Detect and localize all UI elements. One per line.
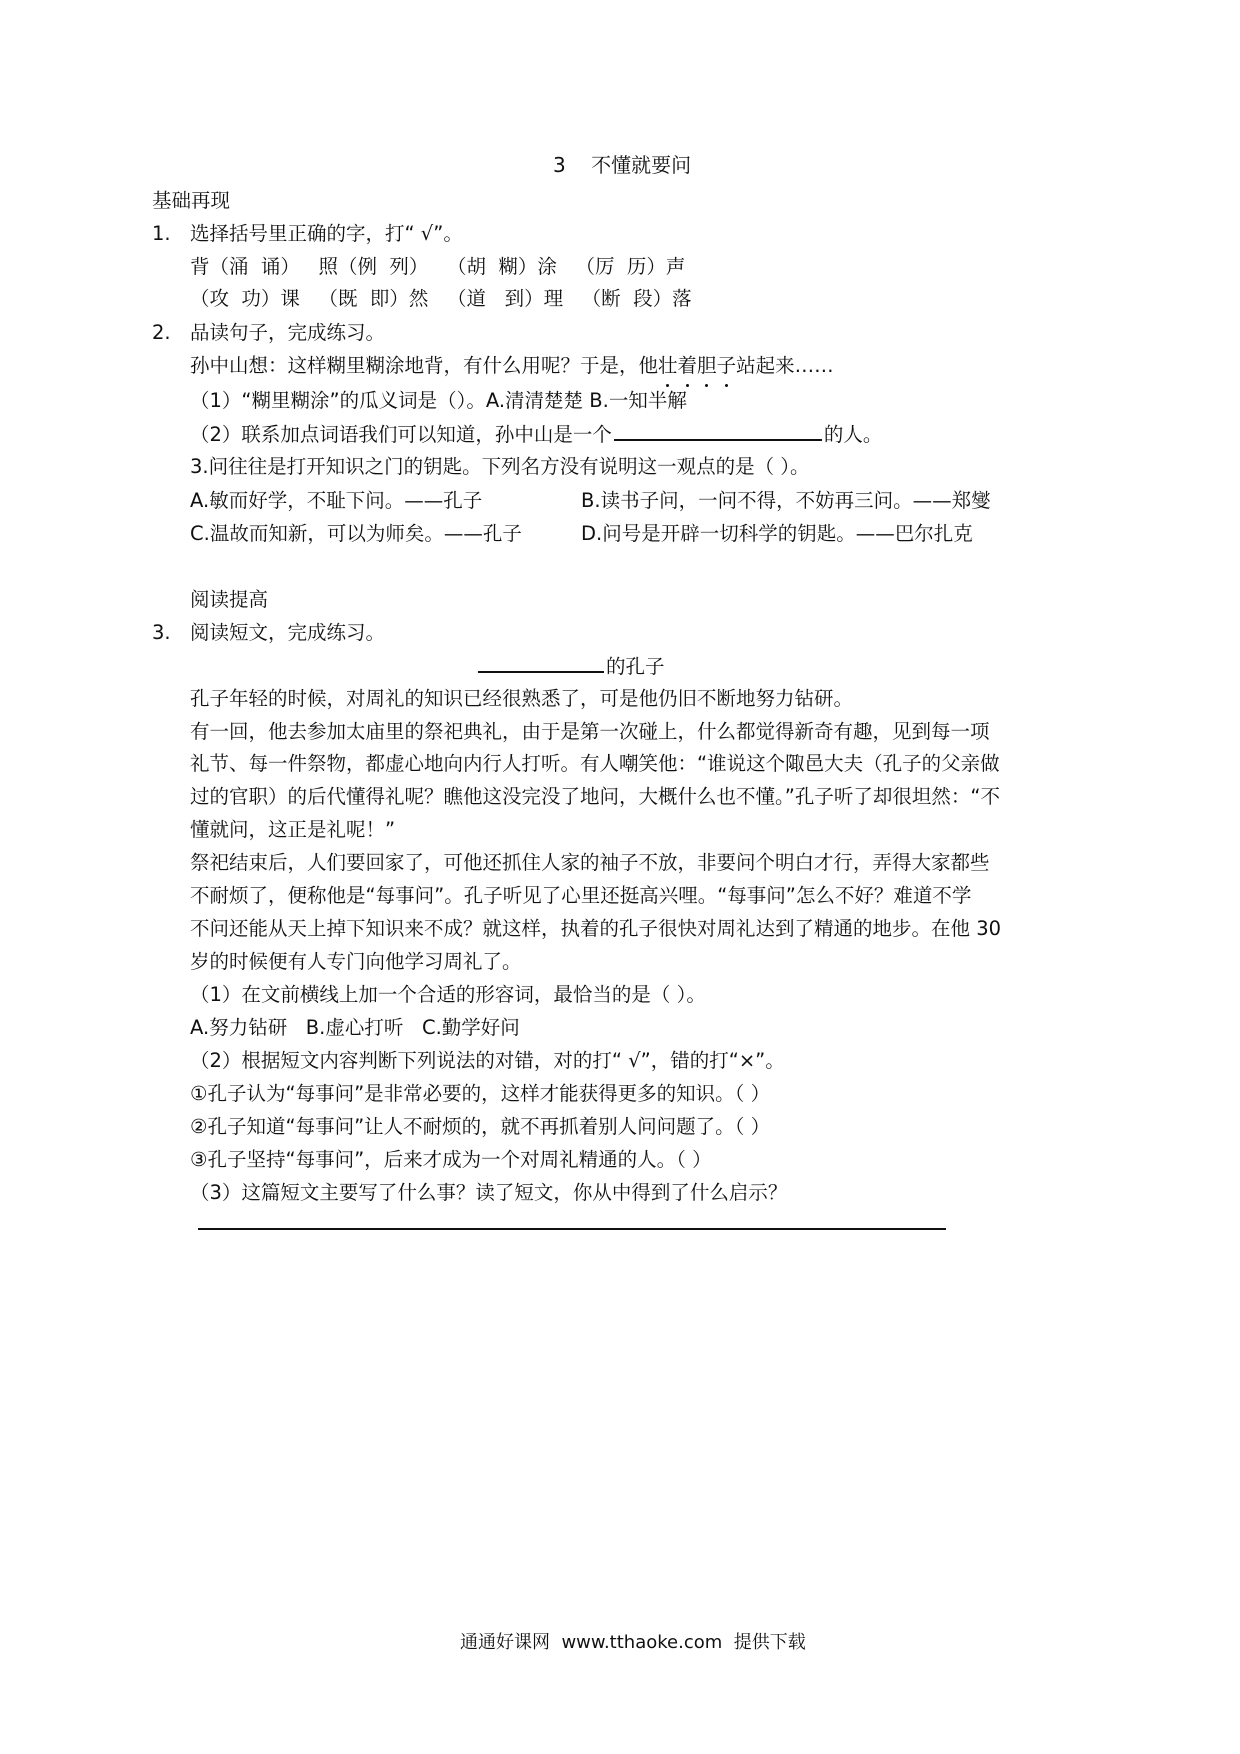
option-d: D.问号是开辟一切科学的钥匙。——巴尔扎克 — [581, 522, 973, 545]
question-1-row-2: （攻 功）课 （既 即）然 （道 到）理 （断 段）落 — [190, 287, 692, 310]
question-2-sub-3: 3.问往往是打开知识之门的钥匙。下列名方没有说明这一观点的是（ ）。 — [190, 455, 810, 478]
statement-2: ②孔子知道“每事问”让人不耐烦的，就不再抓着别人问问题了。（ ） — [190, 1115, 771, 1138]
page-title — [553, 150, 691, 180]
lesson-number: 3 — [553, 153, 566, 177]
statement-3: ③孔子坚持“每事问”，后来才成为一个对周礼精通的人。（ ） — [190, 1148, 712, 1171]
page-footer: 通通好课网 www.tthaoke.com 提供下载 — [460, 1632, 806, 1653]
passage-line: 祭祀结束后，人们要回家了，可他还抓住人家的袖子不放，非要问个明白才行，弄得大家都些 — [190, 851, 990, 874]
option-c: C.温故而知新，可以为师矣。——孔子 — [190, 522, 522, 545]
question-1-row-1: 背（涌 诵） 照（例 列） （胡 糊）涂 （厉 历）声 — [190, 255, 686, 278]
question-3-prompt: 阅读短文，完成练习。 — [190, 621, 386, 644]
question-3-number: 3. — [152, 621, 171, 644]
passage-line: 孔子年轻的时候，对周礼的知识已经很熟悉了，可是他仍旧不断地努力钻研。 — [190, 687, 854, 710]
dotted-char: 子 — [717, 351, 737, 381]
sub2-after: 的人。 — [823, 423, 883, 446]
passage-title-blank[interactable] — [478, 651, 604, 673]
passage-line: 有一回，他去参加太庙里的祭祀典礼，由于是第一次碰上，什么都觉得新奇有趣，见到每一项 — [190, 720, 990, 743]
question-2-prompt: 品读句子，完成练习。 — [190, 321, 386, 344]
question-3-sub-1-options: A.努力钻研 B.虚心打听 C.勤学好问 — [190, 1016, 520, 1039]
passage-line: 礼节、每一件祭物，都虚心地向内行人打听。有人嘲笑他：“谁说这个陬邑大夫（孔子的父亲做 — [190, 752, 1000, 775]
sentence-before: 孙中山想：这样糊里糊涂地背，有什么用呢？于是，他 — [190, 354, 659, 377]
question-2-sub-1: （1）“糊里糊涂”的瓜义词是（）。A.清清楚楚 B.一知半解 — [190, 389, 687, 412]
passage-line: 岁的时候便有人专门向他学习周礼了。 — [190, 950, 522, 973]
sentence-after: 站起来…… — [736, 354, 834, 377]
question-2-sentence — [190, 351, 834, 381]
passage-title — [476, 651, 665, 681]
answer-line[interactable] — [198, 1228, 946, 1230]
fill-blank[interactable] — [614, 419, 822, 441]
passage-line: 不问还能从天上掉下知识来不成？就这样，执着的孔子很快对周礼达到了精通的地步。在他 30 — [190, 917, 1002, 940]
option-b: B.读书子问，一问不得，不妨再三问。——郑燮 — [581, 489, 991, 512]
question-1-number: 1. — [152, 222, 171, 245]
passage-title-suffix: 的孔子 — [606, 655, 665, 678]
passage-line: 不耐烦了，便称他是“每事问”。孔子听见了心里还挺高兴哩。“每事问”怎么不好？难道不学 — [190, 884, 972, 907]
passage-line: 懂就问，这正是礼呢！” — [190, 818, 396, 841]
question-3-sub-1: （1）在文前横线上加一个合适的形容词，最恰当的是（ ）。 — [190, 983, 706, 1006]
dotted-char: 着 — [678, 351, 698, 381]
sub2-before: （2）联系加点词语我们可以知道，孙中山是一个 — [190, 423, 612, 446]
passage-line: 过的官职）的后代懂得礼呢？瞧他这没完没了地问，大概什么也不懂。”孔子听了却很坦然：“不 — [190, 785, 1000, 808]
option-a: A.敏而好学，不耻下问。——孔子 — [190, 489, 483, 512]
section-heading-reading: 阅读提高 — [190, 588, 269, 611]
question-3-sub-3: （3）这篇短文主要写了什么事？读了短文，你从中得到了什么启示？ — [190, 1181, 788, 1204]
dotted-char: 胆 — [697, 351, 717, 381]
question-1-prompt: 选择括号里正确的字，打“ √”。 — [190, 222, 463, 245]
statement-1: ①孔子认为“每事问”是非常必要的，这样才能获得更多的知识。（ ） — [190, 1082, 771, 1105]
question-2-sub-2 — [190, 419, 882, 449]
question-3-sub-2: （2）根据短文内容判断下列说法的对错，对的打“ √”，错的打“×”。 — [190, 1049, 785, 1072]
lesson-title: 不懂就要问 — [591, 153, 692, 177]
section-heading-basic: 基础再现 — [152, 189, 231, 212]
dotted-char: 壮 — [658, 351, 678, 381]
question-2-number: 2. — [152, 321, 171, 344]
